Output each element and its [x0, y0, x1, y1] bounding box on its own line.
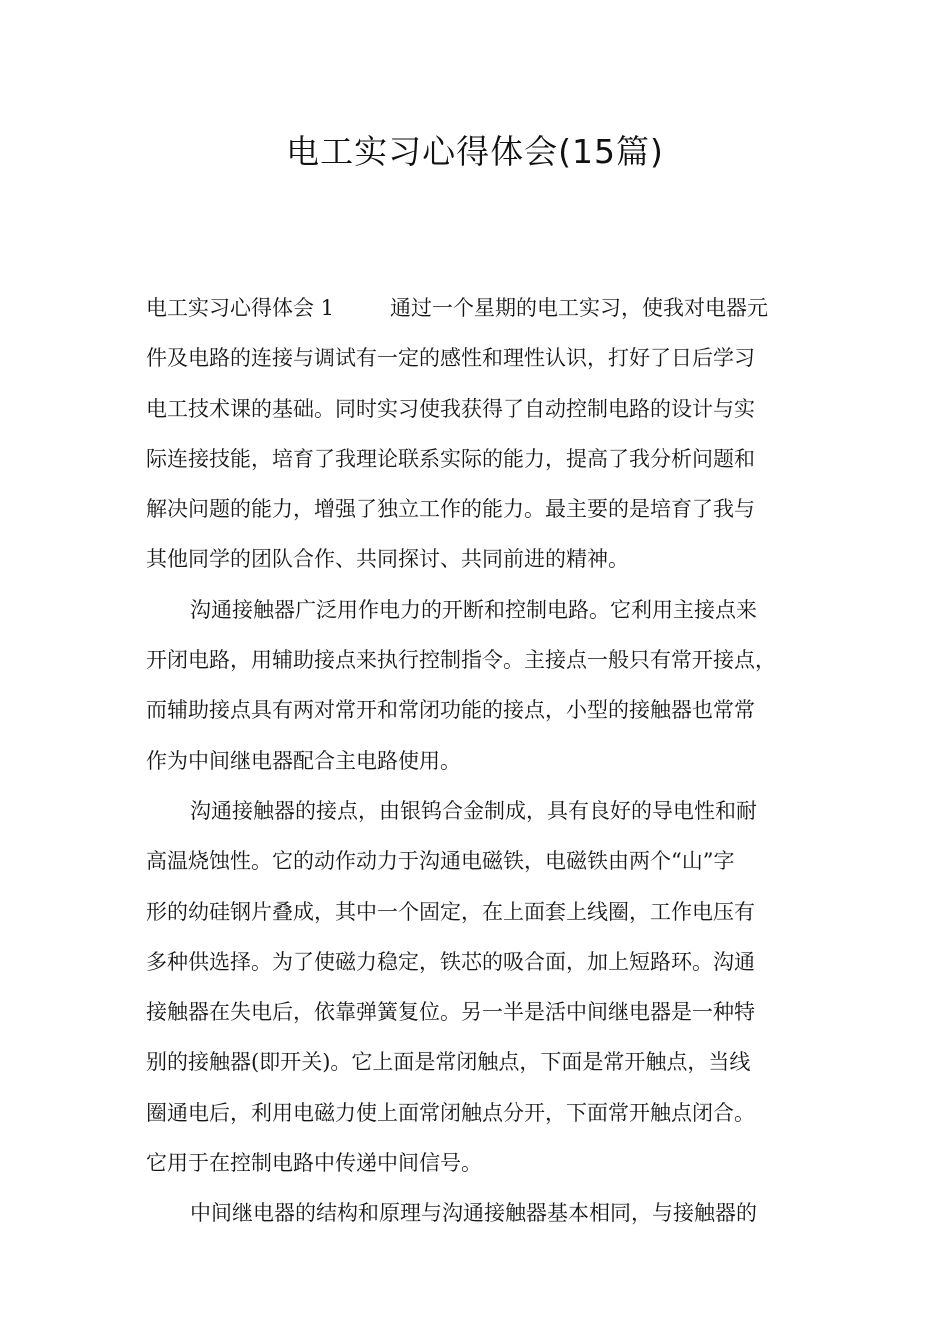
- document-title: 电工实习心得体会(15篇): [286, 132, 664, 171]
- text-line: [146, 283, 826, 333]
- text-line: 形的幼硅钢片叠成，其中一个固定，在上面套上线圈，工作电压有: [146, 899, 755, 924]
- text-line: 开闭电路，用辅助接点来执行控制指令。主接点一般只有常开接点，: [146, 648, 776, 673]
- text-line: 作为中间继电器配合主电路使用。: [146, 748, 461, 773]
- paragraph-first-line: 中间继电器的结构和原理与沟通接触器基本相同，与接触器的: [190, 1201, 757, 1226]
- document-body: [146, 283, 826, 1239]
- text-line: 电工技术课的基础。同时实习使我获得了自动控制电路的设计与实: [146, 396, 755, 421]
- text-line: 高温烧蚀性。它的动作动力于沟通电磁铁，电磁铁由两个“山”字: [146, 849, 735, 874]
- text-line: 际连接技能，培育了我理论联系实际的能力，提高了我分析问题和: [146, 446, 755, 471]
- text-line: 接触器在失电后，依靠弹簧复位。另一半是活中间继电器是一种特: [146, 1000, 755, 1025]
- text-line: 而辅助接点具有两对常开和常闭功能的接点，小型的接触器也常常: [146, 698, 755, 723]
- text-line: 多种供选择。为了使磁力稳定，铁芯的吸合面，加上短路环。沟通: [146, 949, 755, 974]
- text-line-content: 通过一个星期的电工实习，使我对电器元: [390, 296, 768, 320]
- text-line: 别的接触器(即开关)。它上面是常闭触点，下面是常开触点，当线: [146, 1050, 751, 1075]
- text-line: 其他同学的团队合作、共同探讨、共同前进的精神。: [146, 547, 629, 572]
- text-line: 解决问题的能力，增强了独立工作的能力。最主要的是培育了我与: [146, 497, 755, 522]
- text-line: 它用于在控制电路中传递中间信号。: [146, 1151, 482, 1176]
- text-line: 件及电路的连接与调试有一定的感性和理性认识，打好了日后学习: [146, 346, 755, 371]
- section-label: 电工实习心得体会 1: [146, 296, 335, 320]
- paragraph-first-line: 沟通接触器的接点，由银钨合金制成，具有良好的导电性和耐: [190, 798, 757, 823]
- text-line: 圈通电后，利用电磁力使上面常闭触点分开，下面常开触点闭合。: [146, 1100, 755, 1125]
- paragraph-first-line: 沟通接触器广泛用作电力的开断和控制电路。它利用主接点来: [190, 597, 757, 622]
